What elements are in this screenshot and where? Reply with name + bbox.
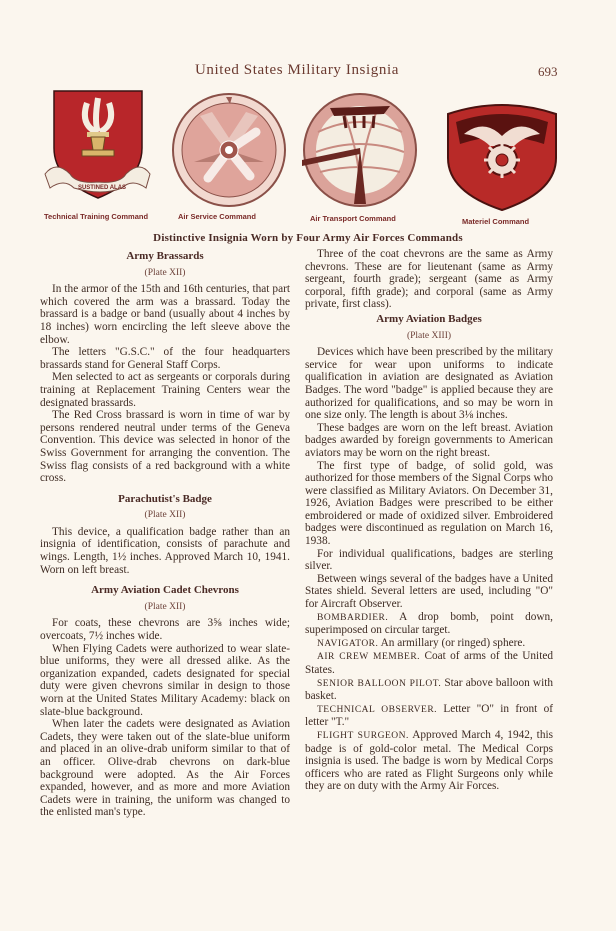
paragraph: This device, a qualification badge rather than an insignia of identification, consists of parachute and wings. Length, 1½ inches. Approved March 10, 1941. Worn on left breast. <box>40 525 290 576</box>
page-number: 693 <box>538 64 558 79</box>
paragraph: Men selected to act as sergeants or corporals during training at Replacement Training Centers wear the designated brassards. <box>40 371 290 409</box>
emblem-caption-technical-training: Technical Training Command <box>44 212 149 221</box>
definition-term: NAVIGATOR. <box>317 638 379 649</box>
definition-text: Coat of arms of the United States. <box>305 650 553 676</box>
paragraph: For coats, these chevrons are 3⅝ inches wide; overcoats, 7½ inches wide. <box>40 617 290 643</box>
definition-flight-surgeon <box>305 729 553 793</box>
paragraph: The Red Cross brassard is worn in time of war by persons rendered neutral under terms of the Geneva Convention. This device was selected in honor of the Swiss Government for arranging the convention. The Swiss flag consists of a red background with a white cross. <box>40 409 290 485</box>
left-column <box>40 248 290 819</box>
definition-term: BOMBARDIER. <box>317 612 389 623</box>
definition-technical-observer <box>305 703 553 729</box>
emblem-caption-air-service: Air Service Command <box>178 212 256 221</box>
definition-term: SENIOR BALLOON PILOT. <box>317 678 442 689</box>
right-column <box>305 248 553 793</box>
section-heading-parachutists-badge: Parachutist's Badge <box>118 492 212 505</box>
paragraph: Three of the coat chevrons are the same as Army chevrons. These are for lieutenant (same as Army sergeant, fourth grade); sergeant (same as Army corporal, fifth grade); and corporal (same as Army private, first class). <box>305 248 553 311</box>
plate-reference: (Plate XII) <box>144 510 186 521</box>
air-transport-command-emblem <box>294 92 426 208</box>
definition-term: FLIGHT SURGEON. <box>317 730 409 741</box>
technical-training-command-emblem <box>42 88 160 206</box>
section-heading-cadet-chevrons: Army Aviation Cadet Chevrons <box>91 584 239 597</box>
figure-caption: Distinctive Insignia Worn by Four Army Air Forces Commands <box>153 232 463 244</box>
air-service-command-emblem <box>170 92 290 208</box>
plate-reference: (Plate XII) <box>144 601 186 612</box>
emblem-caption-materiel: Materiel Command <box>462 217 530 226</box>
plate-reference: (Plate XII) <box>144 267 186 278</box>
definition-navigator <box>305 637 553 651</box>
definition-term: TECHNICAL OBSERVER. <box>317 704 438 715</box>
paragraph: These badges are worn on the left breast. Aviation badges awarded by foreign governments to American aviators may be worn on the right breast. <box>305 421 553 459</box>
paragraph: When Flying Cadets were authorized to wear slate-blue uniforms, they were all dressed alike. As the organization expanded, cadets designated for special duty were given chevrons similar in design to those worn at the United States Military Academy: black on slate-blue background. <box>40 642 290 718</box>
emblem-caption-air-transport: Air Transport Command <box>310 214 396 223</box>
motto-banner: SUSTINED ALAS <box>77 185 127 191</box>
definition-text: Star above balloon with basket. <box>305 676 553 703</box>
paragraph: Devices which have been prescribed by the military service for wear upon uniforms to indicate qualification in aviation are designated as Aviation Badges. The word "badge" is applied because they are authorized for qualifications, and so may be worn in one size only. The length is about 3⅛ inches. <box>305 346 553 422</box>
paragraph: When later the cadets were designated as Aviation Cadets, they were taken out of the slate-blue uniform and placed in an olive-drab uniform similar to that of an officer. Olive-drab chevrons on dark-blue background were adopted. As the Air Forces expanded, however, and as more and more Aviation Cadets were in training, the uniform was changed to the enlisted man's type. <box>40 718 290 819</box>
paragraph: In the armor of the 15th and 16th centuries, that part which covered the arm was a brassard. Today the brassard is a badge or band (usually about 4 inches by 18 inches) worn encircling the left sleeve above the elbow. <box>40 283 290 346</box>
definition-air-crew-member <box>305 650 553 676</box>
running-head <box>0 62 616 82</box>
definition-text: Approved March 4, 1942, this badge is of gold-color metal. The Medical Corps insignia is used. The badge is worn by Medical Corps officers who are rated as Flight Surgeons only while they are on duty with the Army Air Forces. <box>305 728 554 793</box>
paragraph: Between wings several of the badges have a United States shield. Several letters are used, including "O" for Aircraft Observer. <box>305 572 553 611</box>
paragraph: For individual qualifications, badges are sterling silver. <box>305 547 553 573</box>
definition-text: Letter "O" in front of letter "T." <box>305 702 553 729</box>
definition-term: AIR CREW MEMBER. <box>317 652 421 663</box>
paragraph: The first type of badge, of solid gold, was authorized for those members of the Signal Corps who were classified as Military Aviators. On December 31, 1926, Aviation Badges were prescribed to be either embroidered or made of oxidized silver. Embroidered badges were discontinued as regulation on March 16, 1938. <box>305 459 553 548</box>
definition-senior-balloon-pilot <box>305 677 553 703</box>
definition-bombardier <box>305 611 553 637</box>
materiel-command-emblem <box>444 96 560 212</box>
definition-text: A drop bomb, point down, superimposed on circular target. <box>305 610 554 637</box>
definition-text: An armillary (or ringed) sphere. <box>380 636 526 649</box>
section-heading-aviation-badges: Army Aviation Badges <box>376 312 482 325</box>
plate-reference: (Plate XIII) <box>406 330 452 341</box>
running-title: United States Military Insignia <box>195 62 399 78</box>
paragraph: The letters "G.S.C." of the four headquarters brassards stand for General Staff Corps. <box>40 346 290 371</box>
section-heading-army-brassards: Army Brassards <box>126 250 204 262</box>
